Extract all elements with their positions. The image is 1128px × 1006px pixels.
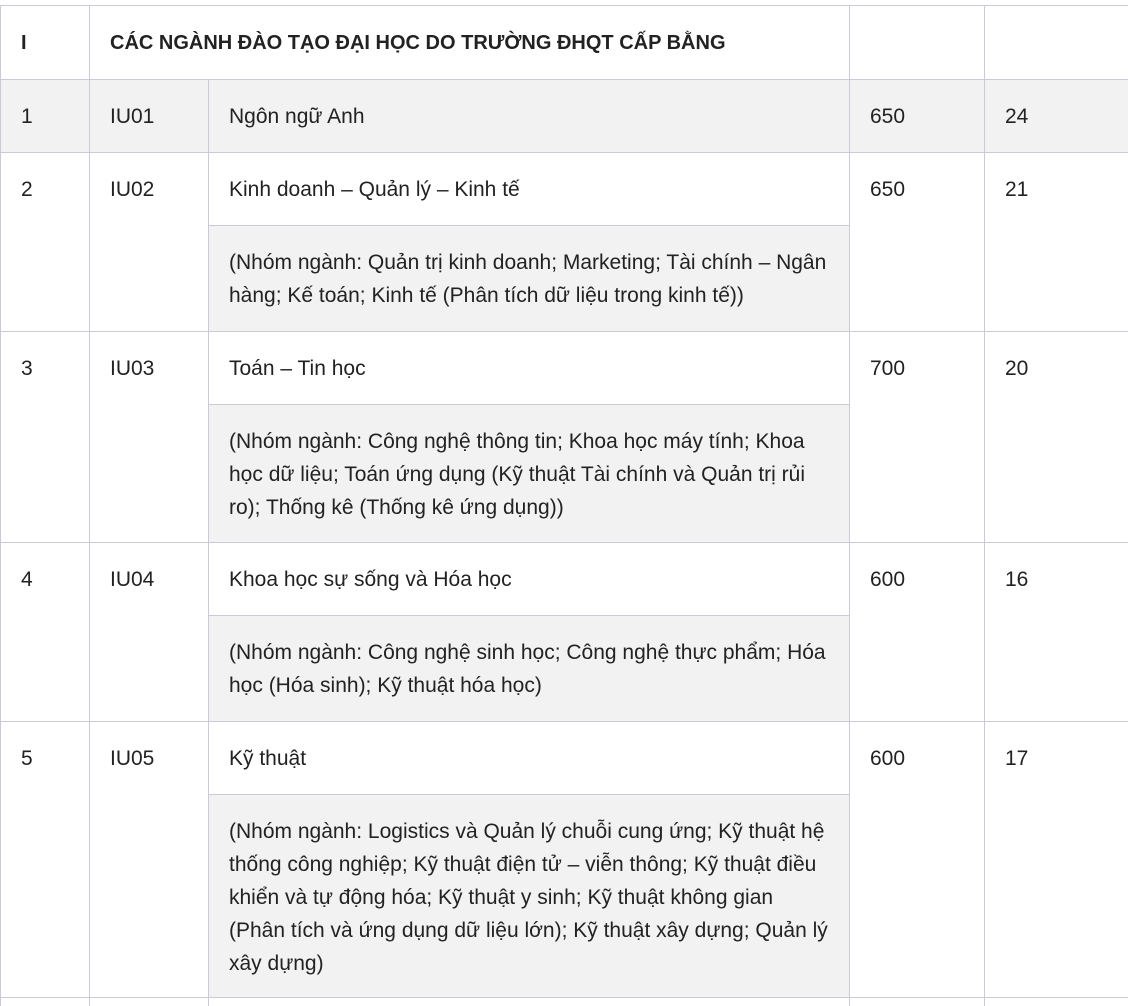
section-number: I <box>1 6 90 80</box>
row-major-name: Toán – Tin học <box>209 332 850 405</box>
row-name-next <box>209 998 850 1006</box>
table-row <box>1 80 1128 153</box>
section-header-row <box>1 6 1128 80</box>
row-score: 600 <box>850 722 985 998</box>
row-quota: 17 <box>985 722 1128 998</box>
table-row-next <box>1 998 1128 1006</box>
row-stt: 2 <box>1 153 90 332</box>
row-code: IU03 <box>90 332 209 543</box>
row-stt: 5 <box>1 722 90 998</box>
row-major-name: Khoa học sự sống và Hóa học <box>209 543 850 616</box>
row-code-next <box>90 998 209 1006</box>
row-score: 650 <box>850 153 985 332</box>
section-quota-cell <box>985 6 1128 80</box>
section-title: CÁC NGÀNH ĐÀO TẠO ĐẠI HỌC DO TRƯỜNG ĐHQT CẤP BẰNG <box>90 6 850 80</box>
row-quota-next <box>985 998 1128 1006</box>
table-row <box>1 332 1128 405</box>
row-stt: 1 <box>1 80 90 153</box>
row-major-name: Ngôn ngữ Anh <box>209 80 850 153</box>
table-row <box>1 543 1128 616</box>
row-quota: 24 <box>985 80 1128 153</box>
row-major-name: Kỹ thuật <box>209 722 850 795</box>
row-major-detail: (Nhóm ngành: Công nghệ thông tin; Khoa học máy tính; Khoa học dữ liệu; Toán ứng dụng (Kỹ thuật Tài chính và Quản trị rủi ro); Thống kê (Thống kê ứng dụng)) <box>209 405 850 543</box>
row-quota: 21 <box>985 153 1128 332</box>
row-score: 650 <box>850 80 985 153</box>
majors-table <box>0 5 1128 1006</box>
row-stt: 4 <box>1 543 90 722</box>
row-score: 600 <box>850 543 985 722</box>
row-quota: 20 <box>985 332 1128 543</box>
row-code: IU02 <box>90 153 209 332</box>
table-row <box>1 153 1128 226</box>
row-major-detail: (Nhóm ngành: Logistics và Quản lý chuỗi cung ứng; Kỹ thuật hệ thống công nghiệp; Kỹ thuật điện tử – viễn thông; Kỹ thuật điều khiển và tự động hóa; Kỹ thuật y sinh; Kỹ thuật không gian (Phân tích và ứng dụng dữ liệu lớn); Kỹ thuật xây dựng; Quản lý xây dựng) <box>209 795 850 998</box>
row-major-name: Kinh doanh – Quản lý – Kinh tế <box>209 153 850 226</box>
section-score-cell <box>850 6 985 80</box>
row-score-next <box>850 998 985 1006</box>
table-row <box>1 722 1128 795</box>
row-code: IU01 <box>90 80 209 153</box>
row-major-detail: (Nhóm ngành: Quản trị kinh doanh; Marketing; Tài chính – Ngân hàng; Kế toán; Kinh tế (Phân tích dữ liệu trong kinh tế)) <box>209 226 850 332</box>
row-quota: 16 <box>985 543 1128 722</box>
row-score: 700 <box>850 332 985 543</box>
row-stt-next <box>1 998 90 1006</box>
row-major-detail: (Nhóm ngành: Công nghệ sinh học; Công nghệ thực phẩm; Hóa học (Hóa sinh); Kỹ thuật hóa học) <box>209 616 850 722</box>
row-code: IU04 <box>90 543 209 722</box>
row-stt: 3 <box>1 332 90 543</box>
row-code: IU05 <box>90 722 209 998</box>
